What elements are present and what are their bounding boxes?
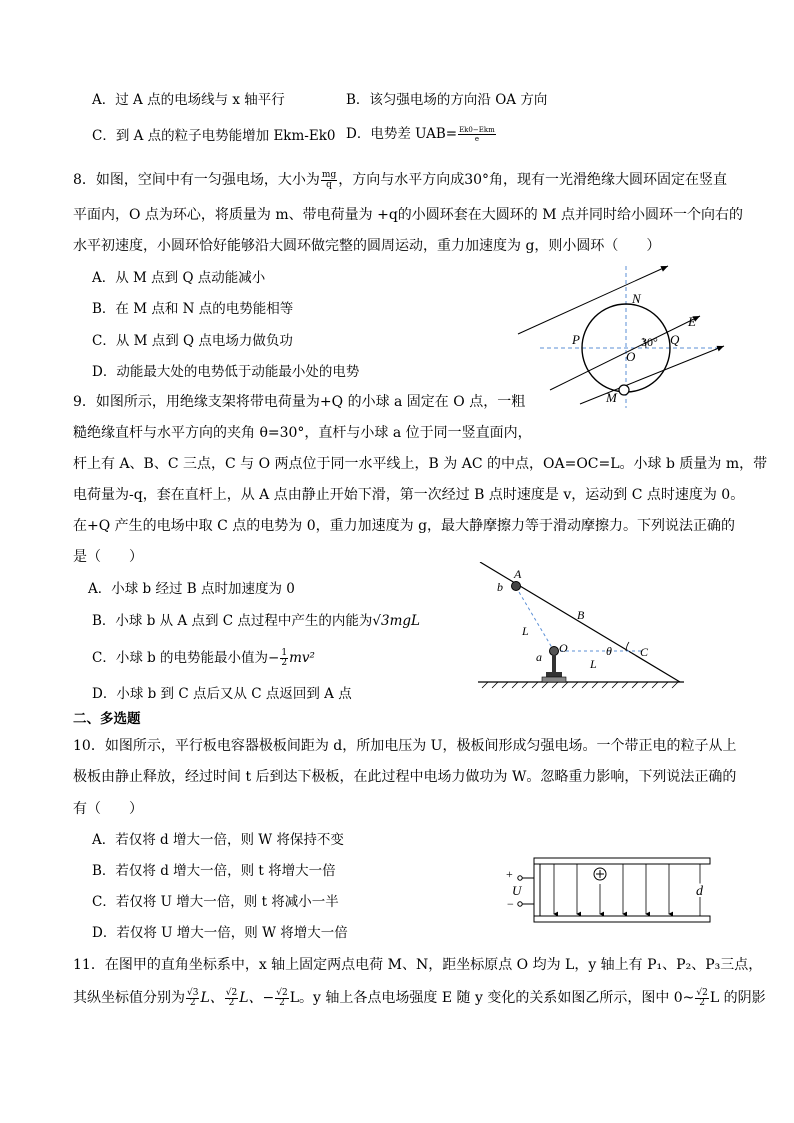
q11-fraction-4: $\frac{√2}{2}$ — [696, 987, 708, 1008]
q7-option-d-prefix: D．电势差 UAB= — [346, 126, 458, 142]
q9-stem-line-6: 是（ ） — [73, 549, 143, 565]
support-base — [546, 672, 562, 677]
q7-option-b: B．该匀强电场的方向沿 OA 方向 — [346, 92, 548, 108]
label-p: P — [572, 332, 580, 347]
q7-option-a: A．过 A 点的电场线与 x 轴平行 — [92, 92, 285, 108]
q10-capacitor-figure — [504, 850, 724, 932]
q10-option-a: A．若仅将 d 增大一倍，则 W 将保持不变 — [92, 832, 344, 848]
q8-stem-line-3: 水平初速度，小圆环恰好能够沿大圆环做完整的圆周运动，重力加速度为 g，则小圆环（ ） — [73, 238, 661, 254]
q9-option-c-fraction: $\frac{1}{2}$ — [281, 648, 288, 668]
q11-stem-line-1: 11．在图甲的直角坐标系中，x 轴上固定两点电荷 M、N，距坐标原点 O 均为 L，y 轴上有 P₁、P₂、P₃三点， — [73, 957, 763, 973]
q9-option-b: B．小球 b 从 A 点到 C 点过程中产生的内能为√3mgL — [92, 613, 420, 629]
theta-arc — [626, 642, 629, 651]
q9-stem-line-5: 在+Q 产生的电场中取 C 点的电势为 0，重力加速度为 g，最大静摩擦力等于滑动摩擦力。下列说法正确的 — [73, 518, 736, 534]
label-angle: 30° — [641, 335, 658, 349]
q11-fraction-2: $\frac{√2}{2}$ — [225, 987, 238, 1008]
q9-option-b-math: √3mgL — [372, 613, 420, 629]
q8-fraction: $\frac{mg}{q}$ — [321, 169, 337, 190]
support-foot — [542, 677, 566, 682]
q10-option-d: D．若仅将 U 增大一倍，则 W 将增大一倍 — [92, 925, 348, 941]
q8-stem-line-1: 8．如图，空间中有一匀强电场，大小为 $\frac{mg}{q}$ ，方向与水平方向成30°角，现有一光滑绝缘大圆环固定在竖直 — [73, 169, 728, 190]
q11-fraction-3: $\frac{√2}{2}$ — [276, 987, 288, 1008]
upper-plate — [534, 858, 710, 864]
ball-b — [512, 582, 521, 591]
q10-stem-line-3: 有（ ） — [73, 801, 143, 817]
label-e: E — [688, 314, 696, 329]
q7-option-d-fraction: $\frac{\text{Ek0−Ekm}}{e}$ — [459, 126, 495, 143]
q8-option-b: B．在 M 点和 N 点的电势能相等 — [92, 301, 294, 317]
label-q: Q — [670, 332, 680, 347]
q8-option-a: A．从 M 点到 Q 点动能减小 — [92, 270, 266, 286]
q10-option-c: C．若仅将 U 增大一倍，则 t 将减小一半 — [92, 894, 339, 910]
section-heading-multiple-choice: 二、多选题 — [73, 711, 141, 727]
label-a-ball: a — [536, 650, 542, 664]
label-n: N — [632, 291, 641, 306]
q11-stem-line-2: 其纵坐标值分别为 $\frac{√3}{2}$ L、 $\frac{√2}{2}$ L、− $\frac{√2}{2}$ L。y 轴上各点电场强度 E 随 y 变化的关系如图乙所示，图中 0~ $\frac{√2}{2}$ L 的阴影 — [73, 987, 766, 1008]
terminal-positive — [518, 876, 522, 880]
inclined-rod — [480, 562, 680, 682]
ball-a — [550, 647, 559, 656]
q9-option-a: A．小球 b 经过 B 点时加速度为 0 — [88, 581, 295, 597]
field-line-upper — [518, 266, 668, 334]
field-lines — [554, 864, 669, 914]
q7-option-d — [346, 124, 497, 144]
q9-stem-line-4: 电荷量为-q，套在直杆上，从 A 点由静止开始下滑，第一次经过 B 点时速度是 v，运动到 C 点时速度为 0。 — [73, 487, 745, 503]
label-minus: − — [507, 897, 514, 911]
q8-circle-field-figure — [510, 262, 740, 412]
q9-stem-line-2: 糙绝缘直杆与水平方向的夹角 θ=30°，直杆与小球 a 位于同一竖直面内， — [73, 425, 532, 441]
q8-stem-line-2: 平面内，O 点为环心，将质量为 m、带电荷量为 +q的小圆环套在大圆环的 M 点并同时给小圆环一个向右的 — [73, 207, 744, 223]
label-b-ball: b — [497, 580, 503, 594]
q8-option-d: D．动能最大处的电势低于动能最小处的电势 — [92, 364, 360, 380]
lower-plate — [534, 916, 710, 922]
q9-stem-line-3: 杆上有 A、B、C 三点，C 与 O 两点位于同一水平线上，B 为 AC 的中点，OA=OC=L。小球 b 质量为 m，带 — [73, 456, 768, 472]
label-c-point: C — [640, 645, 649, 659]
q7-option-c: C．到 A 点的粒子电势能增加 Ekm-Ek0 — [92, 128, 336, 144]
label-d: d — [696, 884, 703, 899]
q11-fraction-1: $\frac{√3}{2}$ — [187, 987, 199, 1008]
line-oa-dashed — [516, 587, 554, 651]
q9-option-d: D．小球 b 到 C 点后又从 C 点返回到 A 点 — [92, 686, 352, 702]
label-u: U — [512, 883, 522, 898]
q10-option-b: B．若仅将 d 增大一倍，则 t 将增大一倍 — [92, 863, 336, 879]
terminal-negative — [518, 902, 522, 906]
label-o: O — [626, 349, 636, 364]
label-o-point: O — [559, 641, 568, 655]
label-plus: + — [506, 867, 513, 881]
label-l-oc: L — [590, 657, 597, 671]
q9-inclined-rod-figure — [474, 562, 690, 692]
label-theta: θ — [606, 644, 612, 658]
q8-option-c: C．从 M 点到 Q 点电场力做负功 — [92, 333, 293, 349]
label-l-oa: L — [522, 624, 529, 638]
q9-option-c: C．小球 b 的电势能最小值为− $\frac{1}{2}$ mv² — [92, 648, 315, 668]
ground-hatching — [482, 682, 678, 688]
label-b-point: B — [577, 608, 585, 622]
label-a-point: A — [514, 567, 522, 581]
field-line-lower — [580, 346, 724, 404]
q10-stem-line-1: 10．如图所示，平行板电容器极板间距为 d，所加电压为 U，极板间形成匀强电场。一个带正电的粒子从上 — [73, 738, 737, 754]
q10-stem-line-2: 极板由静止释放，经过时间 t 后到达下极板，在此过程中电场力做功为 W。忽略重力影响，下列说法正确的 — [73, 769, 737, 785]
small-ring — [619, 385, 629, 395]
label-m: M — [606, 390, 617, 405]
q9-stem-line-1: 9．如图所示，用绝缘支架将带电荷量为+Q 的小球 a 固定在 O 点，一粗 — [73, 394, 526, 410]
support-stand — [552, 655, 556, 672]
field-line-middle — [550, 316, 700, 390]
